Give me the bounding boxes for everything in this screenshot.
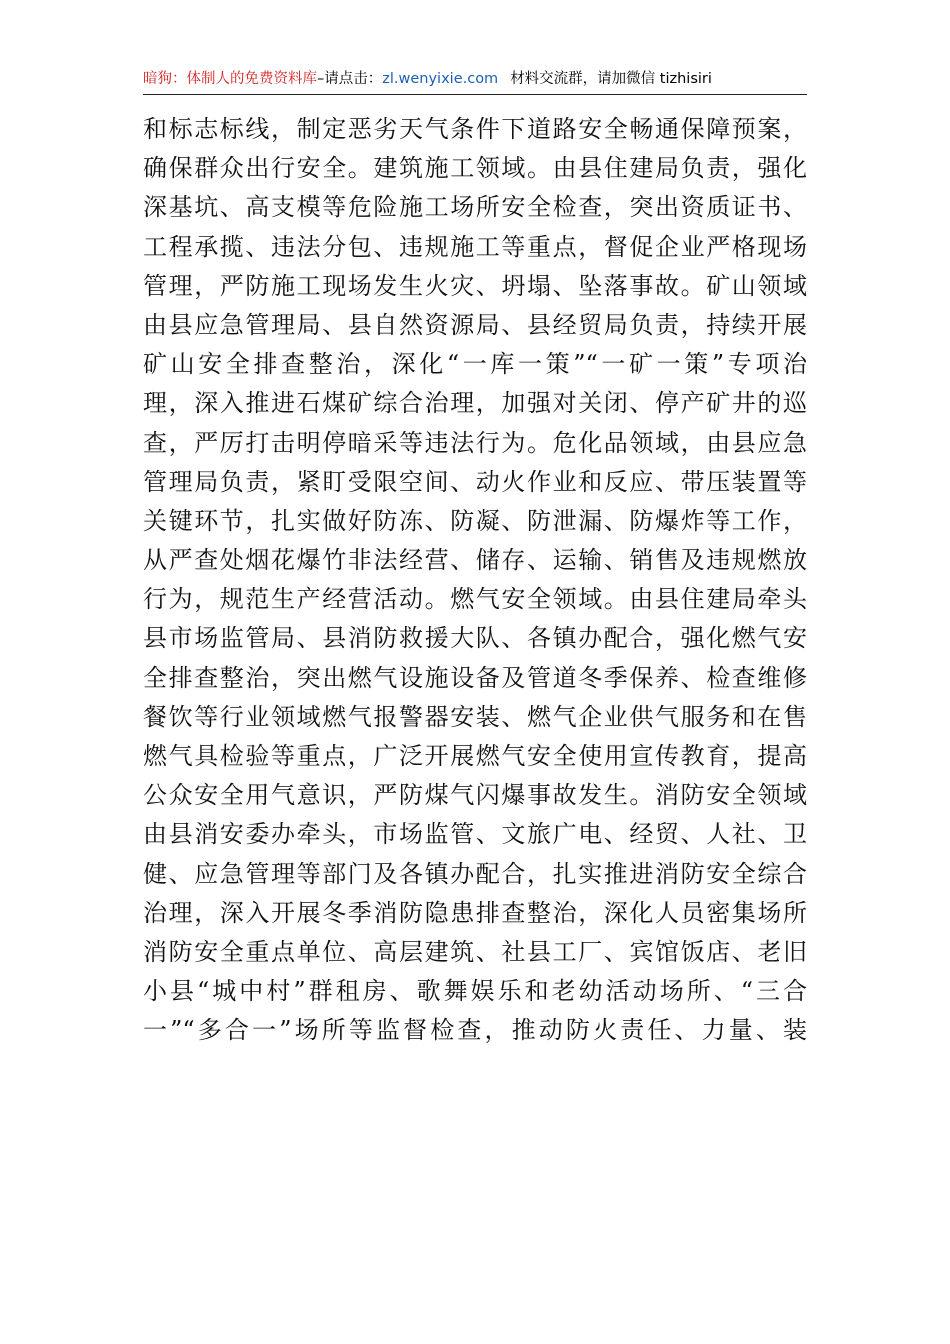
- text-line: 公众安全用气意识，严防煤气闪爆事故发生。消防安全领域: [143, 781, 807, 810]
- header-url-link[interactable]: zl.wenyixie.com: [382, 71, 499, 87]
- text-line: 深基坑、高支模等危险施工场所安全检查，突出资质证书、: [143, 193, 807, 222]
- text-line: 一”“多合一”场所等监督检查，推动防火责任、力量、装: [143, 1016, 807, 1045]
- text-line: 工程承揽、违法分包、违规施工等重点，督促企业严格现场: [143, 232, 807, 261]
- header-site-name: 暗狗：体制人的免费资料库: [143, 71, 317, 87]
- text-line: 关键环节，扎实做好防冻、防凝、防泄漏、防爆炸等工作，: [143, 506, 807, 535]
- text-line: 餐饮等行业领域燃气报警器安装、燃气企业供气服务和在售: [143, 702, 807, 731]
- text-line: 和标志标线，制定恶劣天气条件下道路安全畅通保障预案，: [143, 115, 807, 143]
- text-line: 燃气具检验等重点，广泛开展燃气安全使用宣传教育，提高: [143, 742, 807, 770]
- page-header: [143, 64, 807, 95]
- header-click-prompt: –请点击：: [317, 71, 383, 87]
- text-line: 从严查处烟花爆竹非法经营、储存、运输、销售及违规燃放: [143, 546, 807, 575]
- text-line: 治理，深入开展冬季消防隐患排查整治，深化人员密集场所: [143, 898, 807, 927]
- text-line: 由县应急管理局、县自然资源局、县经贸局负责，持续开展: [143, 310, 807, 339]
- text-line: 县市场监管局、县消防救援大队、各镇办配合，强化燃气安: [143, 624, 807, 653]
- text-line: 全排查整治，突出燃气设施设备及管道冬季保养、检查维修: [143, 663, 807, 692]
- text-line: 行为，规范生产经营活动。燃气安全领域。由县住建局牵头: [143, 585, 807, 614]
- text-line: 消防安全重点单位、高层建筑、社县工厂、宾馆饭店、老旧: [143, 937, 807, 966]
- text-line: 管理局负责，紧盯受限空间、动火作业和反应、带压装置等: [143, 467, 807, 496]
- text-line: 健、应急管理等部门及各镇办配合，扎实推进消防安全综合: [143, 859, 807, 888]
- text-line: 小县“城中村”群租房、歌舞娱乐和老幼活动场所、“三合: [143, 977, 807, 1006]
- text-line: 查，严厉打击明停暗采等违法行为。危化品领域，由县应急: [143, 428, 807, 457]
- text-line: 理，深入推进石煤矿综合治理，加强对关闭、停产矿井的巡: [143, 389, 807, 418]
- text-line: 确保群众出行安全。建筑施工领域。由县住建局负责，强化: [143, 154, 807, 183]
- body-paragraph: [143, 110, 807, 1051]
- header-wechat-note: 材料交流群，请加微信 tizhisiri: [510, 71, 712, 87]
- text-line: 矿山安全排查整治，深化“一库一策”“一矿一策”专项治: [143, 350, 807, 379]
- text-line: 由县消安委办牵头，市场监管、文旅广电、经贸、人社、卫: [143, 820, 807, 849]
- text-line: 管理，严防施工现场发生火灾、坍塌、坠落事故。矿山领域: [143, 271, 807, 300]
